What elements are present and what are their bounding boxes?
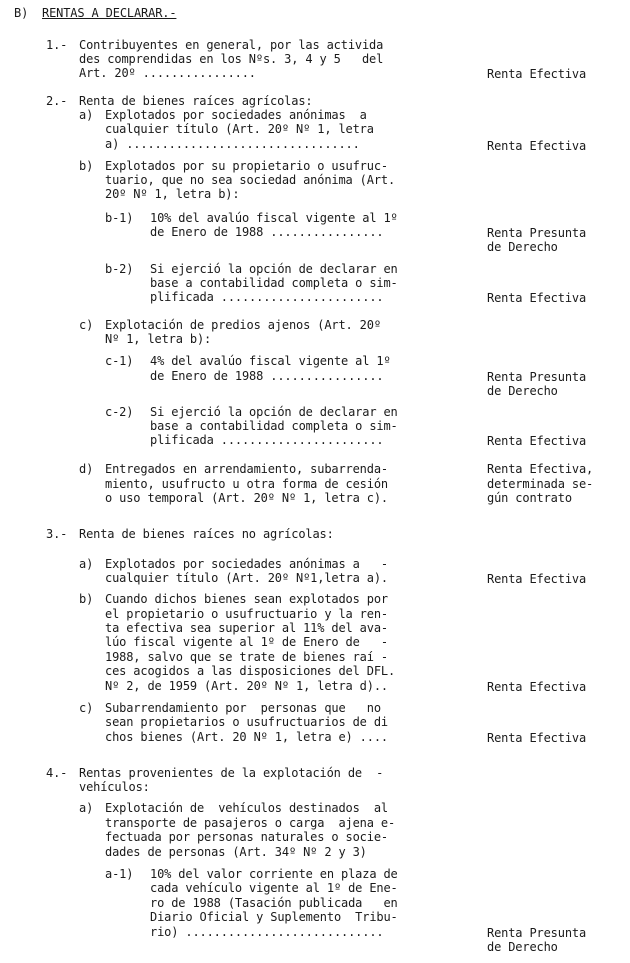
sub-line: Explotados por sociedades anónimas a - — [105, 557, 388, 571]
subsub-line: plificada ....................... — [150, 290, 384, 304]
renta-label: Renta Presunta — [487, 226, 587, 240]
renta-label: Renta Efectiva — [487, 680, 587, 694]
item-title: Renta de bienes raíces agrícolas: — [79, 94, 313, 108]
sub-line: transporte de pasajeros o carga ajena e- — [105, 816, 396, 830]
sub-line: 20º Nº 1, letra b): — [105, 187, 240, 201]
renta-label: gún contrato — [487, 491, 572, 505]
subsub-label: c-2) — [105, 405, 134, 419]
renta-label: Renta Efectiva — [487, 291, 587, 305]
sub-line: ces acogidos a las disposiciones del DFL. — [105, 664, 396, 678]
sub-line: cualquier título (Art. 20º Nº1,letra a). — [105, 571, 388, 585]
subsub-line: ro de 1988 (Tasación publicada en — [150, 896, 398, 910]
item-title: Renta de bienes raíces no agrícolas: — [79, 527, 334, 541]
subsub-line: Si ejerció la opción de declarar en — [150, 262, 398, 276]
sub-line: Nº 2, de 1959 (Art. 20º Nº 1, letra d).. — [105, 679, 388, 693]
renta-label: Renta Presunta — [487, 370, 587, 384]
sub-line: Nº 1, letra b): — [105, 332, 212, 346]
sub-line: el propietario o usufructuario y la ren- — [105, 607, 388, 621]
subsub-line: rio) ............................ — [150, 925, 384, 939]
sub-line: tuario, que no sea sociedad anónima (Art. — [105, 173, 396, 187]
item-number: 1.- — [46, 38, 68, 52]
sub-line: Entregados en arrendamiento, subarrenda- — [105, 462, 388, 476]
sub-line: lúo fiscal vigente al 1º de Enero de - — [105, 635, 388, 649]
sub-line: Explotados por su propietario o usufruc- — [105, 159, 388, 173]
subsub-label: b-2) — [105, 262, 134, 276]
sub-letter: d) — [79, 462, 94, 476]
sub-line: fectuada por personas naturales o socie- — [105, 830, 388, 844]
item-number: 4.- — [46, 766, 68, 780]
sub-line: Explotación de vehículos destinados al — [105, 801, 388, 815]
renta-label: Renta Presunta — [487, 926, 587, 940]
sub-line: Cuando dichos bienes sean explotados por — [105, 592, 388, 606]
subsub-line: plificada ....................... — [150, 433, 384, 447]
section-title: RENTAS A DECLARAR.- — [42, 6, 177, 20]
subsub-line: base a contabilidad completa o sim- — [150, 276, 398, 290]
item-line: vehículos: — [79, 780, 150, 794]
sub-line: chos bienes (Art. 20 Nº 1, letra e) .... — [105, 730, 388, 744]
subsub-line: 10% del valor corriente en plaza de — [150, 867, 398, 881]
sub-line: sean propietarios o usufructuarios de di — [105, 715, 388, 729]
item-number: 3.- — [46, 527, 68, 541]
renta-label: Renta Efectiva — [487, 731, 587, 745]
subsub-line: cada vehículo vigente al 1º de Ene- — [150, 881, 398, 895]
sub-line: Explotados por sociedades anónimas a — [105, 108, 367, 122]
sub-line: Explotación de predios ajenos (Art. 20º — [105, 318, 381, 332]
item-number: 2.- — [46, 94, 68, 108]
section-letter: B) — [14, 6, 29, 20]
renta-label: Renta Efectiva — [487, 139, 587, 153]
subsub-label: b-1) — [105, 211, 134, 225]
subsub-line: base a contabilidad completa o sim- — [150, 419, 398, 433]
item-line: Art. 20º ................ — [79, 66, 256, 80]
item-line: Contribuyentes en general, por las activida — [79, 38, 384, 52]
sub-letter: a) — [79, 801, 94, 815]
subsub-label: a-1) — [105, 867, 134, 881]
subsub-line: de Enero de 1988 ................ — [150, 369, 384, 383]
sub-line: miento, usufructo u otra forma de cesión — [105, 477, 388, 491]
subsub-line: 10% del avalúo fiscal vigente al 1º — [150, 211, 398, 225]
sub-line: 1988, salvo que se trate de bienes raí - — [105, 650, 388, 664]
sub-letter: c) — [79, 701, 94, 715]
sub-line: dades de personas (Art. 34º Nº 2 y 3) — [105, 845, 367, 859]
renta-label: Renta Efectiva, — [487, 462, 594, 476]
sub-line: a) ................................. — [105, 137, 360, 151]
sub-line: cualquier título (Art. 20º Nº 1, letra — [105, 122, 374, 136]
sub-letter: a) — [79, 557, 94, 571]
renta-label: determinada se- — [487, 477, 594, 491]
subsub-line: de Enero de 1988 ................ — [150, 225, 384, 239]
subsub-line: 4% del avalúo fiscal vigente al 1º — [150, 354, 391, 368]
subsub-label: c-1) — [105, 354, 134, 368]
renta-label: de Derecho — [487, 940, 558, 954]
sub-letter: b) — [79, 159, 94, 173]
renta-label: Renta Efectiva — [487, 572, 587, 586]
subsub-line: Diario Oficial y Suplemento Tribu- — [150, 910, 398, 924]
sub-line: ta efectiva sea superior al 11% del ava- — [105, 621, 388, 635]
renta-label: de Derecho — [487, 240, 558, 254]
item-line: Rentas provenientes de la explotación de - — [79, 766, 384, 780]
sub-letter: c) — [79, 318, 94, 332]
renta-label: Renta Efectiva — [487, 67, 587, 81]
renta-label: Renta Efectiva — [487, 434, 587, 448]
sub-letter: b) — [79, 592, 94, 606]
sub-line: o uso temporal (Art. 20º Nº 1, letra c). — [105, 491, 388, 505]
renta-label: de Derecho — [487, 384, 558, 398]
subsub-line: Si ejerció la opción de declarar en — [150, 405, 398, 419]
item-line: des comprendidas en los Nºs. 3, 4 y 5 del — [79, 52, 384, 66]
sub-letter: a) — [79, 108, 94, 122]
sub-line: Subarrendamiento por personas que no — [105, 701, 381, 715]
